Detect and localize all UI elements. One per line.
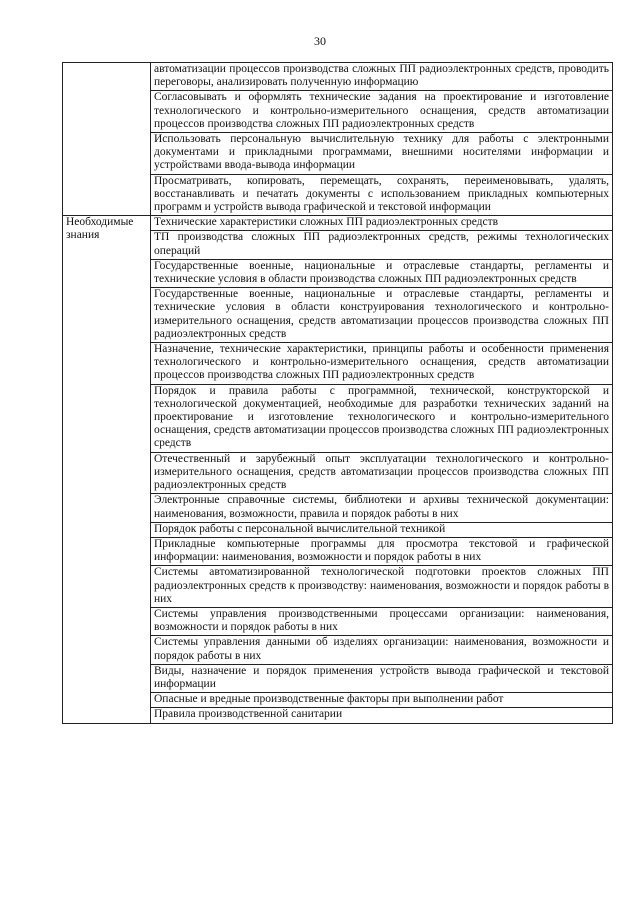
knowledge-cell: Системы управления данными об изделиях организации: наименования, возможности и порядок работы в них <box>151 636 613 664</box>
knowledge-cell: Системы управления производственными процессами организации: наименования, возможности и порядок работы в них <box>151 607 613 635</box>
knowledge-cell: Электронные справочные системы, библиотеки и архивы технической документации: наименования, возможности, правила и порядок работы в них <box>151 494 613 522</box>
requirements-table <box>62 62 613 724</box>
knowledge-cell: Системы автоматизированной технологической подготовки проектов сложных ПП радиоэлектронных средств к производству: наименования, возможности и порядок работы в них <box>151 566 613 608</box>
knowledge-cell: Назначение, технические характеристики, принципы работы и особенности применения технологического и контрольно-измерительного оснащения, средств автоматизации процессов производства сложных ПП радиоэлектронных средств <box>151 343 613 385</box>
knowledge-cell: Порядок и правила работы с программной, технической, конструкторской и технологической документацией, необходимые для разработки технических заданий на проектирование и изготовление технологического и контрольно-измерительного оснащения, средств автоматизации процессов производства сложных ПП радиоэлектронных средств <box>151 384 613 452</box>
knowledge-cell: Технические характеристики сложных ПП радиоэлектронных средств <box>151 216 613 231</box>
skill-cell: автоматизации процессов производства сложных ПП радиоэлектронных средств, проводить переговоры, анализировать полученную информацию <box>151 63 613 91</box>
knowledge-cell: Опасные и вредные производственные факторы при выполнении работ <box>151 693 613 708</box>
skill-cell: Просматривать, копировать, перемещать, сохранять, переименовывать, удалять, восстанавливать и печатать документы с использованием прикладных компьютерных программ и устройств вывода графической и текстовой информации <box>151 174 613 216</box>
knowledge-cell: Отечественный и зарубежный опыт эксплуатации технологического и контрольно-измерительного оснащения, средств автоматизации процессов производства сложных ПП радиоэлектронных средств <box>151 452 613 494</box>
skill-cell: Согласовывать и оформлять технические задания на проектирование и изготовление технологического и контрольно-измерительного оснащения, средств автоматизации процессов производства сложных ПП радиоэлектронных средств <box>151 91 613 133</box>
table-row <box>63 63 613 91</box>
empty-label-cell <box>63 63 151 216</box>
knowledge-cell: Прикладные компьютерные программы для просмотра текстовой и графической информации: наименования, возможности и порядок работы в них <box>151 537 613 565</box>
table-body <box>63 63 613 724</box>
page-number: 30 <box>314 34 326 48</box>
knowledge-cell: Порядок работы с персональной вычислительной техникой <box>151 522 613 537</box>
skill-cell: Использовать персональную вычислительную технику для работы с электронными документами и прикладными программами, внешними носителями информации и устройствами ввода-вывода информации <box>151 133 613 175</box>
table-row <box>63 216 613 231</box>
knowledge-label-cell: Необходимые знания <box>63 216 151 723</box>
knowledge-cell: Государственные военные, национальные и отраслевые стандарты, регламенты и технические условия в области конструирования технологического и контрольно-измерительного оснащения, средств автоматизации процессов производства сложных ПП радиоэлектронных средств <box>151 288 613 343</box>
knowledge-cell: ТП производства сложных ПП радиоэлектронных средств, режимы технологических операций <box>151 231 613 259</box>
knowledge-cell: Государственные военные, национальные и отраслевые стандарты, регламенты и технические условия в области производства сложных ПП радиоэлектронных средств <box>151 259 613 287</box>
knowledge-cell: Правила производственной санитарии <box>151 708 613 723</box>
knowledge-cell: Виды, назначение и порядок применения устройств вывода графической и текстовой информации <box>151 664 613 692</box>
